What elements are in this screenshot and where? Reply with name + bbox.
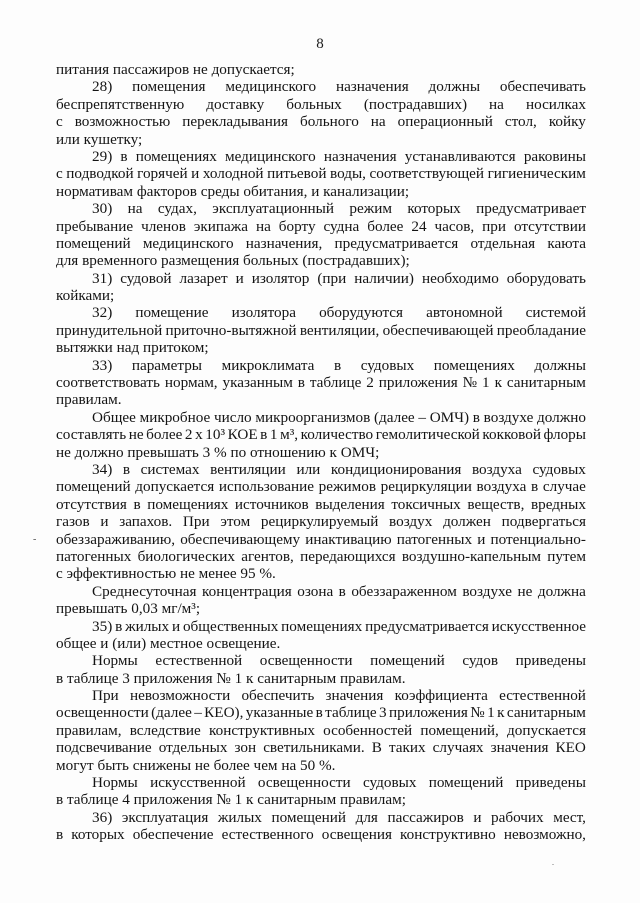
word: назначения [323, 147, 397, 165]
word: обеспечение [132, 826, 214, 844]
text-line [56, 304, 586, 321]
text-line [56, 357, 586, 374]
word: соответствовать [56, 374, 160, 392]
word: помещения [132, 78, 206, 96]
word: операционный [397, 113, 493, 131]
word: оборудуются [319, 304, 404, 322]
word: изолятора [231, 304, 296, 322]
text-line [56, 774, 586, 791]
scan-dash-mark: - [33, 534, 37, 545]
word: 31) [92, 269, 113, 287]
word: помещениях [433, 356, 515, 374]
word: 28) [92, 78, 113, 96]
word: к [497, 704, 505, 722]
word: обеспечивать [499, 78, 586, 96]
word: назначения [335, 78, 409, 96]
text-line: в таблице 3 приложения № 1 к санитарным правилам. [56, 669, 406, 687]
word: пассажиров [387, 808, 464, 826]
word: нормам, [164, 374, 218, 392]
word: носилках [525, 95, 586, 113]
word: воздухе [483, 408, 534, 426]
word: подводкой [66, 165, 134, 183]
word: и [235, 269, 244, 287]
word: обеззараженном [351, 582, 457, 600]
word: предусматривается [334, 234, 459, 252]
word: преобладание [496, 321, 586, 339]
word: отсутствия [56, 495, 127, 513]
word: отдельная [470, 234, 536, 252]
word: 32) [92, 304, 113, 322]
word: При [182, 513, 210, 531]
word: помещений [370, 652, 445, 670]
text-line [56, 531, 586, 548]
word: Среднесуточная [92, 582, 197, 600]
word: передающихся [300, 547, 396, 565]
text-line [56, 235, 586, 252]
text-line [56, 583, 586, 600]
word: назначения, [245, 234, 323, 252]
word: источников [234, 495, 309, 513]
word: в [120, 147, 128, 165]
word: эксплуатационный [212, 200, 335, 218]
text-line: в таблице 4 приложения № 1 к санитарным правилам; [56, 791, 406, 809]
word: гемолитической [375, 426, 480, 444]
word: судовых [532, 460, 586, 478]
word: санитарным [506, 704, 586, 722]
text-line [56, 513, 586, 530]
word: устанавливаются [404, 147, 516, 165]
word: в [315, 704, 323, 722]
scan-dot-mark: . [552, 858, 554, 867]
word: на [370, 113, 386, 131]
word: пребывание [56, 217, 134, 235]
word: освещенности [257, 774, 351, 792]
word: в [260, 426, 268, 444]
word: 10³ [205, 426, 226, 444]
word: 2 [184, 426, 193, 444]
word: освещенности [56, 704, 149, 722]
page-number: 8 [316, 36, 324, 52]
word: автономной [426, 304, 503, 322]
word: возможностью [74, 113, 171, 131]
word: стол, [504, 113, 537, 131]
word: необходимо [421, 269, 499, 287]
word: 2 [366, 374, 374, 392]
word: веществ, [467, 495, 525, 513]
word: с [56, 113, 63, 131]
word: изолятор [251, 269, 310, 287]
word: рециркуляции [380, 478, 472, 496]
word: доставку [206, 95, 265, 113]
word: которых [71, 826, 125, 844]
word: воздухе [462, 582, 512, 600]
word: потенциально- [490, 530, 586, 548]
word: помещений [56, 478, 131, 496]
text-line: вытяжки над притоком; [56, 339, 209, 357]
word: и [100, 513, 109, 531]
word: в [472, 408, 480, 426]
word: указанным [222, 374, 293, 392]
word: вследствие [129, 721, 201, 739]
word: и [191, 165, 200, 183]
text-line [56, 409, 586, 426]
word: кокковой [482, 426, 541, 444]
word: № [462, 374, 478, 392]
word: правилам, [56, 721, 122, 739]
word: и [473, 808, 482, 826]
word: КОЕ [227, 426, 258, 444]
word: агентов, [241, 547, 294, 565]
word: в [115, 617, 123, 635]
word: приведены [515, 652, 586, 670]
word: в [531, 478, 539, 496]
word: не [517, 582, 533, 600]
text-line [56, 113, 586, 130]
word: Нормы [92, 652, 138, 670]
word: помещениях [135, 147, 217, 165]
word: вентиляции, [299, 321, 380, 339]
word: 35) [92, 617, 113, 635]
word: должно [537, 408, 586, 426]
body-text [56, 61, 586, 844]
text-line [56, 200, 586, 217]
word: должен [443, 513, 491, 531]
word: газов [56, 513, 90, 531]
word: режимов [318, 478, 376, 496]
word: системах [140, 460, 200, 478]
word: больного [300, 113, 359, 131]
word: коэффициента [394, 687, 488, 705]
word: судовой [120, 269, 172, 287]
word: обеззараживанию, [56, 530, 176, 548]
word: которых [407, 200, 461, 218]
word: КЕО), [204, 704, 244, 722]
word: воды, [330, 165, 366, 183]
text-line: нормативам факторов среды обитания, и канализации; [56, 182, 410, 200]
word: в [122, 460, 131, 478]
word: часов, [434, 217, 475, 235]
text-line [56, 78, 586, 95]
word: судна [323, 217, 360, 235]
word: медицинского [142, 234, 234, 252]
text-line [56, 652, 586, 669]
word: помещений, [420, 721, 499, 739]
word: горячей [137, 165, 188, 183]
text-line [56, 496, 586, 513]
word: в [56, 826, 64, 844]
word: 1 [487, 704, 495, 722]
word: более [146, 426, 183, 444]
text-line: для временного размещения больных (пострадавших); [56, 252, 410, 270]
text-line [56, 826, 586, 843]
word: ОМЧ) [429, 408, 470, 426]
word: 36) [92, 808, 113, 826]
word: этом [220, 513, 251, 531]
word: приточно-вытяжной [165, 321, 297, 339]
word: принудительной [56, 321, 163, 339]
word: больных [286, 95, 342, 113]
word: освещения [321, 826, 392, 844]
word: 33) [92, 356, 113, 374]
text-line: могут быть снижены не более чем на 50 %. [56, 756, 336, 774]
word: медицинского [224, 147, 316, 165]
text-line [56, 809, 586, 826]
word: в [333, 356, 342, 374]
word: эксплуатация [121, 808, 209, 826]
word: (при [317, 269, 347, 287]
word: естественного [221, 826, 314, 844]
word: естественной [499, 687, 586, 705]
word: приведены [515, 774, 586, 792]
word: приложения [378, 374, 458, 392]
word: 34) [92, 460, 113, 478]
word: (далее [373, 408, 415, 426]
word: особенностей [323, 721, 413, 739]
word: (пострадавших) [363, 95, 467, 113]
word: или [296, 460, 321, 478]
word: помещений [271, 808, 347, 826]
word: 1 [482, 374, 490, 392]
word: для [355, 808, 378, 826]
text-line: общее и (или) местное освещение. [56, 634, 281, 652]
word: гигиеническим [487, 165, 586, 183]
word: судах, [157, 200, 197, 218]
word: санитарным [506, 374, 586, 392]
word: общественных [182, 617, 279, 635]
word: запахов. [119, 513, 173, 531]
word: наличии) [354, 269, 414, 287]
text-line: питания пассажиров не допускается; [56, 61, 295, 78]
word: В [371, 739, 382, 757]
word: микроорганизмов [255, 408, 371, 426]
word: перекладывания [182, 113, 289, 131]
word: помещениях [281, 617, 363, 635]
word: (далее [151, 704, 192, 722]
text-line [56, 548, 586, 565]
word: помещение [135, 304, 209, 322]
word: койку [548, 113, 586, 131]
text-line [56, 426, 586, 443]
word: оборудовать [506, 269, 586, 287]
word: случае [542, 478, 586, 496]
word: освещенности [259, 652, 353, 670]
word: путем [547, 547, 586, 565]
word: значения [325, 687, 384, 705]
word: членов [141, 217, 186, 235]
word: помещений [56, 234, 131, 252]
word: лазарет [179, 269, 228, 287]
word: 24 [411, 217, 427, 235]
word: медицинского [225, 78, 317, 96]
word: режим [349, 200, 392, 218]
word: предусматривает [476, 200, 586, 218]
word: флоры [543, 426, 586, 444]
text-line [56, 165, 586, 182]
word: на [489, 95, 504, 113]
word: помещениях [147, 495, 229, 513]
text-line [56, 722, 586, 739]
text-line: не должно превышать 3 % по отношению к ОМЧ; [56, 443, 380, 461]
word: количество [300, 426, 374, 444]
word: биологических [137, 547, 235, 565]
word: подсвечивание [56, 739, 152, 757]
word: в [338, 582, 346, 600]
text-line [56, 270, 586, 287]
word: и [477, 530, 486, 548]
word: случаях [432, 739, 484, 757]
word: холодной [202, 165, 264, 183]
word: значения [490, 739, 549, 757]
word: 3 [379, 704, 387, 722]
word: подвергаться [501, 513, 586, 531]
text-line [56, 687, 586, 704]
text-line: превышать 0,03 мг/м³; [56, 600, 201, 618]
word: таблице [309, 374, 362, 392]
word: отдельных [158, 739, 228, 757]
text-line [56, 96, 586, 113]
word: системой [525, 304, 586, 322]
word: невозможности [129, 687, 231, 705]
word: число [213, 408, 252, 426]
word: искусственное [491, 617, 586, 635]
word: борту [278, 217, 316, 235]
word: инактивацию [305, 530, 392, 548]
text-line [56, 478, 586, 495]
word: вредных [530, 495, 586, 513]
word: параметры [131, 356, 203, 374]
word: питьевой [267, 165, 327, 183]
word: озона [297, 582, 334, 600]
word: и [171, 617, 181, 635]
word: жилых [217, 808, 262, 826]
word: 30) [92, 200, 113, 218]
text-line: правилам. [56, 391, 122, 409]
word: составлять [56, 426, 127, 444]
word: невозможно, [503, 826, 586, 844]
text-line [56, 704, 586, 721]
word: 1 [269, 426, 278, 444]
word: 29) [92, 147, 113, 165]
word: должны [428, 78, 481, 96]
word: конструктивно [400, 826, 496, 844]
text-line [56, 374, 586, 391]
word: отсутствии [513, 217, 586, 235]
word: При [92, 687, 119, 705]
word: Нормы [92, 774, 138, 792]
word: таких [388, 739, 426, 757]
word: помещений [428, 774, 504, 792]
word: мест, [553, 808, 586, 826]
word: к [494, 374, 502, 392]
word: экипажа [193, 217, 249, 235]
word: рециркулируемый [260, 513, 379, 531]
word: предусматривается [365, 617, 489, 635]
word: в [133, 495, 141, 513]
word: обеспечить [241, 687, 315, 705]
word: указанные [245, 704, 314, 722]
word: соответствующей [369, 165, 485, 183]
word: использование [218, 478, 314, 496]
word: концентрация [202, 582, 292, 600]
word: беспрепятственную [56, 95, 185, 113]
word: х [195, 426, 203, 444]
word: искусственной [150, 774, 246, 792]
word: жилых [125, 617, 170, 635]
word: зон [234, 739, 257, 757]
word: № [470, 704, 485, 722]
word: обеспечивающей [382, 321, 494, 339]
word: воздух [389, 513, 433, 531]
text-line [56, 322, 586, 339]
word: патогенных [56, 547, 132, 565]
word: патогенных [396, 530, 473, 548]
word: раковины [523, 147, 586, 165]
word: конструктивных [209, 721, 315, 739]
word: светильниками. [263, 739, 365, 757]
word: КЕО [555, 739, 586, 757]
text-line [56, 461, 586, 478]
word: допускается [135, 478, 215, 496]
word: должны [534, 356, 586, 374]
word: судовых [360, 356, 415, 374]
word: допускается [507, 721, 586, 739]
word: при [482, 217, 507, 235]
text-line [56, 148, 586, 165]
word: приложения [388, 704, 468, 722]
word: с [56, 165, 63, 183]
word: м³, [280, 426, 299, 444]
word: микробное [139, 408, 211, 426]
word: воздушно-капельным [401, 547, 542, 565]
word: судовых [362, 774, 417, 792]
text-line: койками; [56, 287, 115, 305]
word: выделения [315, 495, 385, 513]
word: на [127, 200, 143, 218]
word: на [255, 217, 271, 235]
word: таблице [325, 704, 377, 722]
word: естественной [155, 652, 243, 670]
word: – [418, 408, 426, 426]
word: должна [537, 582, 586, 600]
word: микроклимата [221, 356, 315, 374]
text-line: с эффективностью не менее 95 %. [56, 565, 276, 583]
word: – [194, 704, 202, 722]
word: токсичных [391, 495, 461, 513]
text-line: или кушетку; [56, 130, 143, 148]
text-line [56, 218, 586, 235]
word: кондиционирования [330, 460, 462, 478]
word: обеспечивающему [180, 530, 301, 548]
word: Общее [92, 408, 136, 426]
text-line [56, 618, 586, 635]
word: судов [462, 652, 499, 670]
text-line [56, 739, 586, 756]
word: каюта [547, 234, 586, 252]
word: более [367, 217, 404, 235]
word: воздуха [471, 460, 522, 478]
word: рабочих [491, 808, 544, 826]
word: в [297, 374, 305, 392]
word: не [128, 426, 144, 444]
word: воздуха [476, 478, 527, 496]
word: вентиляции [210, 460, 286, 478]
